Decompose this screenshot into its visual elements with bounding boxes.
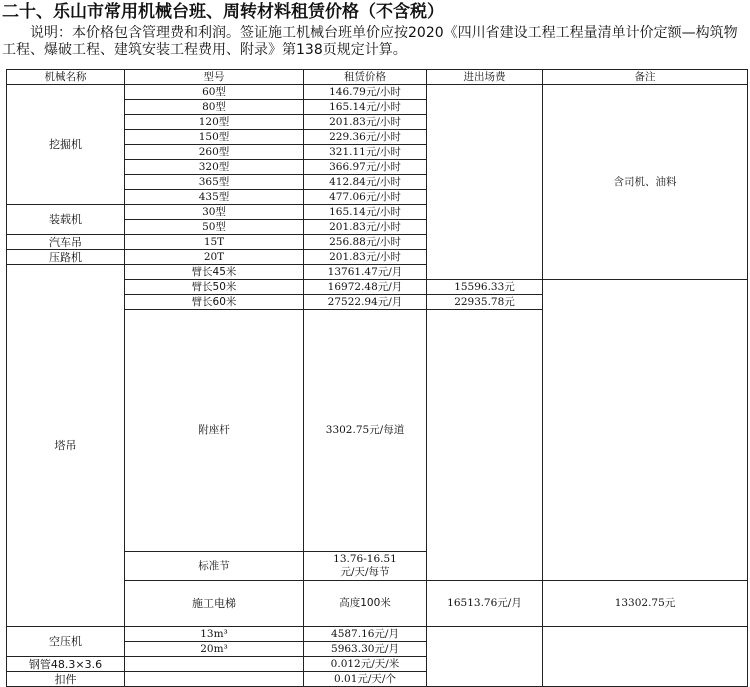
model-cell: 435型: [125, 190, 304, 205]
model-cell: 60型: [125, 85, 304, 100]
steel-pipe-name: 钢管48.3×3.6: [7, 657, 125, 672]
price-cell: 4587.16元/月: [304, 627, 427, 642]
price-cell: 165.14元/小时: [304, 100, 427, 115]
excavator-note: 含司机、油料: [543, 85, 748, 280]
price-cell: 201.83元/小时: [304, 220, 427, 235]
model-cell: 臂长45米: [125, 265, 304, 280]
tower-crane-name: 塔吊: [7, 265, 125, 627]
entry-fee-cell: 22935.78元: [427, 295, 543, 310]
page-title: 二十、乐山市常用机械台班、周转材料租赁价格（不含税）: [2, 2, 444, 22]
entry-fee-cell-blank: [427, 85, 543, 280]
price-cell: 412.84元/小时: [304, 175, 427, 190]
price-cell: 146.79元/小时: [304, 85, 427, 100]
price-cell: 256.88元/小时: [304, 235, 427, 250]
price-cell: 0.012元/天/米: [304, 657, 427, 672]
price-cell: [304, 552, 427, 581]
price-cell: 201.83元/小时: [304, 250, 427, 265]
price-cell: 366.97元/小时: [304, 160, 427, 175]
price-line: 13.76-16.51: [333, 553, 397, 565]
model-cell: 20T: [125, 250, 304, 265]
model-cell: 80型: [125, 100, 304, 115]
model-cell: 臂长60米: [125, 295, 304, 310]
model-cell: 320型: [125, 160, 304, 175]
entry-fee-cell: 15596.33元: [427, 280, 543, 295]
price-cell: 321.11元/小时: [304, 145, 427, 160]
model-cell: 20m³: [125, 642, 304, 657]
model-cell-blank: [125, 672, 304, 687]
model-cell: 120型: [125, 115, 304, 130]
model-cell: 13m³: [125, 627, 304, 642]
model-cell-blank: [125, 657, 304, 672]
model-cell: 标准节: [125, 552, 304, 581]
model-cell: 50型: [125, 220, 304, 235]
header-model: 型号: [125, 70, 304, 85]
model-cell: 260型: [125, 145, 304, 160]
price-cell: 229.36元/小时: [304, 130, 427, 145]
price-cell: 477.06元/小时: [304, 190, 427, 205]
model-cell: 高度100米: [304, 581, 427, 627]
entry-fee-cell: 13302.75元: [543, 581, 748, 627]
roller-name: 压路机: [7, 250, 125, 265]
compressor-name: 空压机: [7, 627, 125, 657]
price-line: 元/天/每节: [340, 566, 390, 578]
truck-crane-name: 汽车吊: [7, 235, 125, 250]
header-machine-name: 机械名称: [7, 70, 125, 85]
rental-price-table: [6, 69, 748, 687]
table-row: [7, 627, 748, 642]
model-cell: 30型: [125, 205, 304, 220]
price-cell: 0.01元/天/个: [304, 672, 427, 687]
price-cell: 16513.76元/月: [427, 581, 543, 627]
entry-fee-cell-blank: [427, 627, 543, 687]
price-cell: 27522.94元/月: [304, 295, 427, 310]
price-cell: 3302.75元/每道: [304, 310, 427, 552]
header-rental-price: 租赁价格: [304, 70, 427, 85]
excavator-name: 挖掘机: [7, 85, 125, 205]
model-cell: 365型: [125, 175, 304, 190]
model-cell: 臂长50米: [125, 280, 304, 295]
price-cell: 13761.47元/月: [304, 265, 427, 280]
price-cell: 201.83元/小时: [304, 115, 427, 130]
entry-fee-cell-blank: [427, 310, 543, 581]
table-row: [7, 85, 748, 100]
model-cell: 15T: [125, 235, 304, 250]
model-cell: 附座杆: [125, 310, 304, 552]
price-cell: 165.14元/小时: [304, 205, 427, 220]
loader-name: 装载机: [7, 205, 125, 235]
header-remarks: 备注: [543, 70, 748, 85]
table-header-row: [7, 70, 748, 85]
note-cell-blank: [543, 627, 748, 687]
description-text: 说明：本价格包含管理费和利润。签证施工机械台班单价应按2020《四川省建设工程工程量清单计价定额—构筑物工程、爆破工程、建筑安装工程费用、附录》第138页规定计算。: [2, 25, 738, 58]
price-cell: 16972.48元/月: [304, 280, 427, 295]
elevator-name: 施工电梯: [125, 581, 304, 627]
price-cell: 5963.30元/月: [304, 642, 427, 657]
model-cell: 150型: [125, 130, 304, 145]
fastener-name: 扣件: [7, 672, 125, 687]
header-entry-fee: 进出场费: [427, 70, 543, 85]
